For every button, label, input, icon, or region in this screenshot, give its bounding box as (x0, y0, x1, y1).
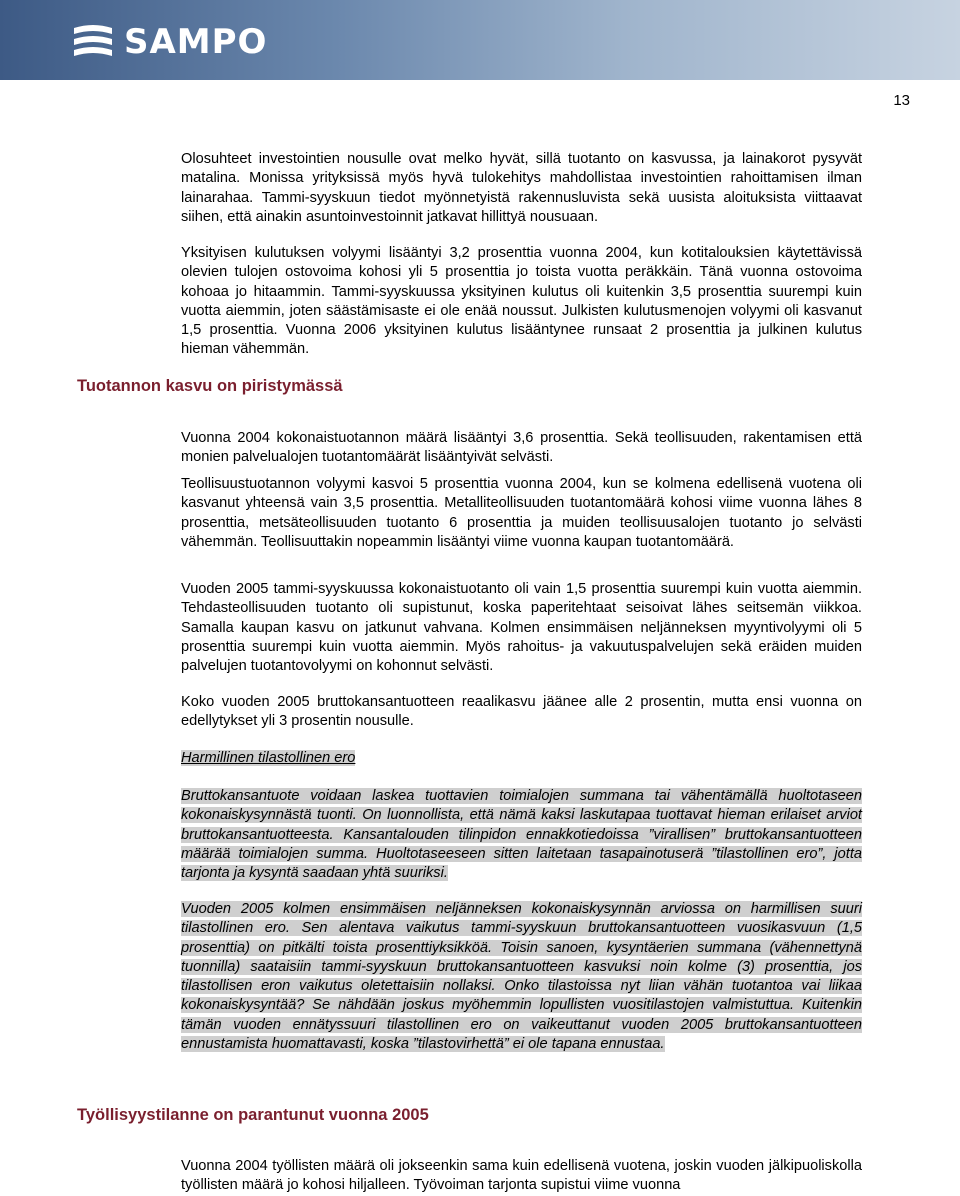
paragraph-investments: Olosuhteet investointien nousulle ovat melko hyvät, sillä tuotanto on kasvussa, ja lainakorot pysyvät matalina. Monissa yrityksissä myös hyvä tulokehitys mahdollistaa investointien rahoittamisen ilman lainarahaa. Tammi-syyskuun tiedot myönnetyistä rakennusluvista sekä uusista aloituksista viittaavat siihen, että ainakin asuntoinvestoinnit jatkavat hillittyä nousuaan. (181, 151, 862, 225)
sampo-logo-icon (70, 22, 116, 62)
box-paragraph-statistical-difference (181, 900, 862, 1054)
header-banner (0, 0, 960, 80)
box-title-text: Harmillinen tilastollinen ero (181, 750, 356, 766)
logo-text: SAMPO (124, 22, 268, 62)
box-paragraph-gdp-calculation-text: Bruttokansantuote voidaan laskea tuottavien toimialojen summana tai vähentämällä huoltotaseen kokonaiskysynnästä tuonti. On luonnollista, että nämä kaksi laskutapaa tuottavat hieman erilaiset arviot bruttokansantuotteesta. Kansantalouden tilinpidon ennakkotiedoissa ”virallisen” bruttokansantuotteen määrää toimialojen summa. Huoltotaseeseen sitten laitetaan tasapainotuserä ”tilastollinen ero”, jotta tarjonta ja kysyntä saadaan yhtä suuriksi. (181, 788, 862, 882)
heading-employment: Työllisyystilanne on parantunut vuonna 2005 (77, 1106, 429, 1124)
sampo-logo (70, 22, 267, 62)
paragraph-industrial-production: Teollisuustuotannon volyymi kasvoi 5 prosenttia vuonna 2004, kun se kolmena edellisenä vuotena oli kasvanut yhteensä vain 3,5 prosenttia. Metalliteollisuuden tuotantomäärä kohosi viime vuonna lähes 8 prosenttia, metsäteollisuuden tuotanto 6 prosenttia ja muiden teollisuusalojen tuotanto jo selvästi vähemmän. Teollisuuttakin nopeammin lisääntyi viime vuonna kaupan tuotantomäärä. (181, 476, 862, 550)
heading-production-growth: Tuotannon kasvu on piristymässä (77, 377, 343, 395)
paragraph-employment: Vuonna 2004 työllisten määrä oli jokseenkin sama kuin edellisenä vuotena, joskin vuoden jälkipuoliskolla työllisten määrä jo kohosi hiljalleen. Työvoiman tarjonta supistui viime vuonna (181, 1158, 862, 1194)
box-title (181, 749, 862, 768)
paragraph-consumption: Yksityisen kulutuksen volyymi lisääntyi 3,2 prosenttia vuonna 2004, kun kotitalouksien käytettävissä olevien tulojen ostovoima kohosi yli 5 prosenttia jo toista vuotta peräkkäin. Tänä vuonna ostovoima kohoaa jo hitaammin. Tammi-syyskuussa yksityinen kulutus oli kuitenkin 3,5 prosenttia suurempi kuin vuotta aiemmin, joten säästämisaste ei ole enää noussut. Julkisten kulutusmenojen volyymi oli kasvanut 1,5 prosenttia. Vuonna 2006 yksityinen kulutus lisääntynee runsaat 2 prosenttia ja julkinen kulutus hieman vähemmän. (181, 245, 862, 358)
box-paragraph-statistical-difference-text: Vuoden 2005 kolmen ensimmäisen neljänneksen kokonaiskysynnän arviossa on harmillisen suuri tilastollinen ero. Sen alentava vaikutus tammi-syyskuun bruttokansantuotteen vuosikasvuun (1,5 prosenttia) on pitkälti toista prosenttiyksikköä. Toisin sanoen, kysyntäerien summana (vähennettynä tuonnilla) saataisiin tammi-syyskuun bruttokansantuotteen kasvuksi noin kolme (3) prosenttia, jos tilastollisen eron vaikutus oletettaisiin nollaksi. Onko tilastoissa nyt liian vähän tuotantoa vai liikaa kokonaiskysyntää? Se nähdään joskus myöhemmin lopullisten vuositilastojen valmistuttua. Kuitenkin tämän vuoden ennätyssuuri tilastollinen ero on vaikeuttanut vuoden 2005 bruttokansantuotteen ennustamista huomattavasti, koska ”tilastovirhettä” ei ole tapana ennustaa. (181, 901, 862, 1053)
box-paragraph-gdp-calculation (181, 787, 862, 883)
page-number: 13 (893, 92, 910, 109)
paragraph-gdp-forecast: Koko vuoden 2005 bruttokansantuotteen reaalikasvu jäänee alle 2 prosentin, mutta ensi vuonna on edellytykset yli 3 prosentin nousulle. (181, 694, 862, 730)
paragraph-2005-production: Vuoden 2005 tammi-syyskuussa kokonaistuotanto oli vain 1,5 prosenttia suurempi kuin vuotta aiemmin. Tehdasteollisuuden tuotanto oli supistunut, koska paperitehtaat seisoivat lähes seitsemän viikkoa. Samalla kaupan kasvu on jatkunut vahvana. Kolmen ensimmäisen neljänneksen myyntivolyymi oli 5 prosenttia suurempi kuin vuotta aiemmin. Myös rahoitus- ja vakuutuspalvelujen sekä eräiden muiden palvelujen tuotantovolyymi on kohonnut selvästi. (181, 581, 862, 675)
paragraph-total-production: Vuonna 2004 kokonaistuotannon määrä lisääntyi 3,6 prosenttia. Sekä teollisuuden, rakentamisen että monien palvelualojen tuotantomäärät lisääntyivät selvästi. (181, 430, 862, 466)
